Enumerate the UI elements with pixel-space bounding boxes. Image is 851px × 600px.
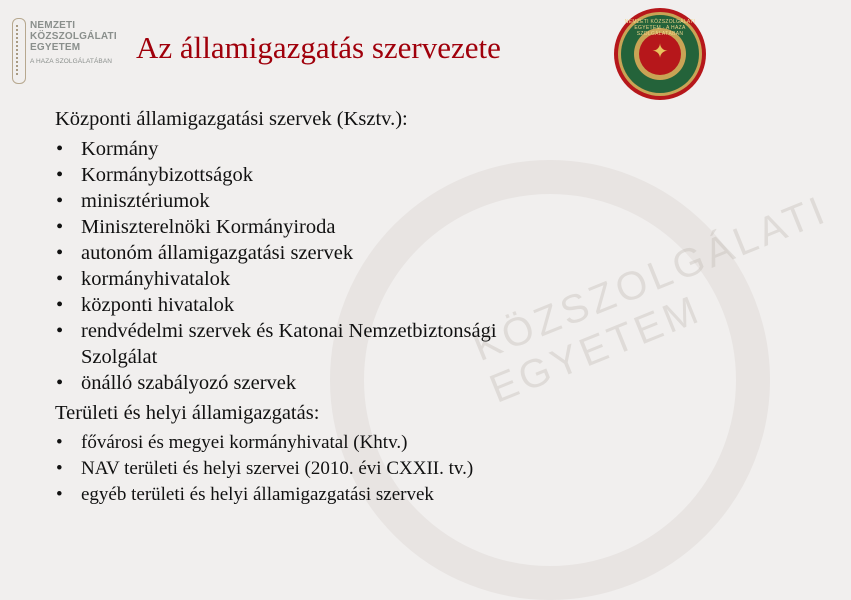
- list-item: • központi hivatalok: [56, 294, 235, 316]
- bullet-icon: •: [56, 268, 64, 290]
- central-heading: Központi államigazgatási szervek (Ksztv.):: [55, 108, 408, 130]
- list-item: • autonóm államigazgatási szervek: [56, 242, 354, 264]
- bullet-icon: •: [56, 484, 63, 505]
- watermark-text: KÖZSZOLGÁLATI EGYETEM: [466, 187, 834, 412]
- bullet-icon: •: [56, 320, 64, 342]
- list-item: • Kormánybizottságok: [56, 164, 253, 186]
- seal-star-icon: ✦: [651, 41, 669, 63]
- bullet-icon: •: [56, 294, 64, 316]
- bullet-icon: •: [56, 372, 64, 394]
- central-list: [56, 136, 497, 396]
- list-item: • önálló szabályozó szervek: [56, 372, 297, 394]
- bullet-icon: •: [56, 164, 64, 186]
- logo-line: NEMZETI: [30, 20, 76, 31]
- list-item: • egyéb területi és helyi államigazgatási szervek: [56, 482, 473, 508]
- university-seal-icon: [614, 8, 706, 100]
- list-item: • rendvédelmi szervek és Katonai Nemzetbiztonsági: [56, 320, 497, 342]
- regional-heading: Területi és helyi államigazgatás:: [55, 402, 320, 424]
- logo-tagline: A HAZA SZOLGÁLATÁBAN: [30, 58, 113, 65]
- bullet-icon: •: [56, 432, 63, 453]
- list-item: • minisztériumok: [56, 190, 210, 212]
- list-item-continuation: Szolgálat: [81, 346, 158, 368]
- logo-line: KÖZSZOLGÁLATI: [30, 31, 117, 42]
- logo-wordmark: [30, 20, 117, 67]
- seal-text: NEMZETI KÖZSZOLGÁLATI EGYETEM · A HAZA SZOLGÁLATÁBAN: [624, 19, 696, 37]
- logo-emblem-icon: [12, 18, 26, 84]
- list-item: • kormányhivatalok: [56, 268, 231, 290]
- list-item: • Miniszterelnöki Kormányiroda: [56, 216, 336, 238]
- logo-line: EGYETEM: [30, 42, 81, 53]
- bullet-icon: •: [56, 242, 64, 264]
- bullet-icon: •: [56, 190, 64, 212]
- university-logo: [12, 14, 142, 84]
- slide-title: Az államigazgatás szervezete: [136, 30, 501, 65]
- bullet-icon: •: [56, 138, 64, 160]
- regional-list: [56, 430, 473, 508]
- list-item: • fővárosi és megyei kormányhivatal (Khtv.): [56, 430, 473, 456]
- bullet-icon: •: [56, 458, 63, 479]
- list-item: • Kormány: [56, 138, 159, 160]
- list-item: • NAV területi és helyi szervei (2010. évi CXXII. tv.): [56, 456, 473, 482]
- bullet-icon: •: [56, 216, 64, 238]
